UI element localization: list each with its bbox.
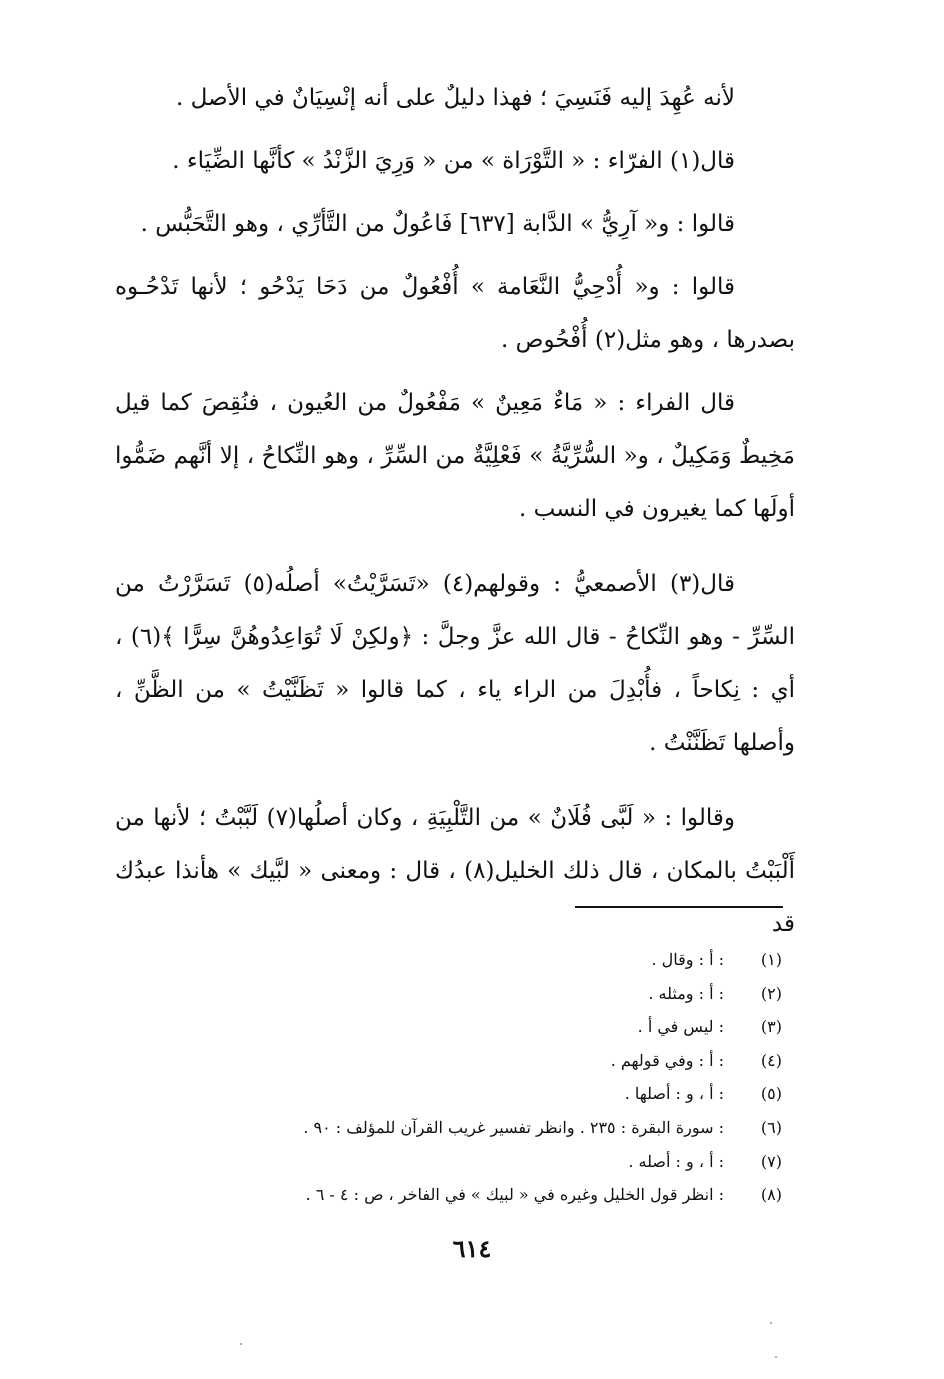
footnote-text: : أ ، و : أصلها . (624, 1084, 724, 1104)
footnote-text: : أ : وفي قولهم . (610, 1050, 724, 1070)
footnote (140, 1111, 782, 1145)
paragraph-7: وقالوا : « لَبَّى فُلَانٌ » من التَّلْبِيَةِ ، وكان أصلُها(٧) لَبَّبْتُ ؛ لأنها من أَلْبَبْتُ بالمكان ، قال ذلك الخليل(٨) ، قال : ومعنى « لبَّيك » هأنذا عبدُك قد (115, 805, 795, 937)
footnote-text: : أ : ومثله . (648, 983, 724, 1003)
footnote-number: (٥) (760, 1084, 782, 1104)
paragraph-1: لأنه عُهِدَ إليه فَنَسِيَ ؛ فهذا دليلٌ على أنه إنْسِيَانٌ في الأصل . (176, 85, 735, 111)
footnote-text: : ليس في أ . (637, 1017, 724, 1037)
footnote-number: (٧) (760, 1151, 782, 1171)
footnote-number: (٤) (760, 1050, 782, 1070)
scan-speck (240, 1343, 242, 1345)
footnote-number: (٨) (760, 1185, 782, 1205)
page-number: ٦١٤ (452, 1234, 492, 1263)
footnote-number: (٦) (760, 1117, 782, 1137)
footnote (140, 1178, 782, 1212)
footnote (140, 1010, 782, 1044)
scan-speck (770, 1322, 772, 1324)
paragraph-3: قالوا : و« آرِيُّ » الدَّابة [٦٣٧] فَاعُولٌ من التَّأرِّي ، وهو التَّحَبُّس . (140, 211, 735, 237)
footnote-text: : انظر قول الخليل وغيره في « لبيك » في الفاخر ، ص : ٤ - ٦ . (305, 1185, 724, 1205)
footnote (140, 977, 782, 1011)
scan-speck (775, 1356, 777, 1358)
footnote (140, 1044, 782, 1078)
footnote (140, 1077, 782, 1111)
paragraph-6: قال(٣) الأصمعيُّ : وقولهم(٤) «تَسَرَّيْتُ» أصلُه(٥) تَسَرَّرْتُ من السِّرِّ - وهو النِّكاحُ - قال الله عزَّ وجلَّ : ﴿ولكِنْ لَا تُوَاعِدُوهُنَّ سِرًّا ﴾(٦) ، أي : نِكاحاً ، فأُبْدِلَ من الراء ياء ، كما قالوا « تَظَنَّيْتُ » من الظَّنِّ ، وأصلها تَظَنَّنْتُ . (115, 571, 795, 756)
footnote (140, 943, 782, 977)
footnote (140, 1145, 782, 1179)
footnotes (140, 943, 782, 1212)
footnote-number: (١) (760, 950, 782, 969)
footnote-number: (٣) (760, 1017, 782, 1037)
footnote-text: : أ : وقال . (651, 950, 724, 969)
footnote-text: : سورة البقرة : ٢٣٥ . وانظر تفسير غريب القرآن للمؤلف : ٩٠ . (303, 1117, 724, 1137)
paragraph-5: قال الفراء : « مَاءٌ مَعِينٌ » مَفْعُولٌ من العُيون ، فنُقِصَ كما قيل مَخِيطٌ وَمَكِيلٌ ، و« السُّرِّيَّةُ » فَعْلِيَّةٌ من السِّرِّ ، وهو النِّكاحُ ، إلا أنَّهم ضَمُّوا أولَها كما يغيرون في النسب . (115, 390, 795, 522)
main-text-block (115, 72, 795, 961)
paragraph-2: قال(١) الفرّاء : « التَّوْرَاة » من « وَرِيَ الزَّنْدُ » كأنَّها الضِّيَاء . (172, 148, 735, 174)
footnote-text: : أ ، و : أصله . (628, 1151, 724, 1171)
footnote-separator (575, 906, 783, 908)
footnote-number: (٢) (760, 983, 782, 1003)
paragraph-4: قالوا : و« أُدْحِيُّ النَّعَامة » أُفْعُولٌ من دَحَا يَدْحُو ؛ لأنها تَدْحُـوه بصدرها ، وهو مثل(٢) أُفْحُوص . (115, 274, 795, 353)
